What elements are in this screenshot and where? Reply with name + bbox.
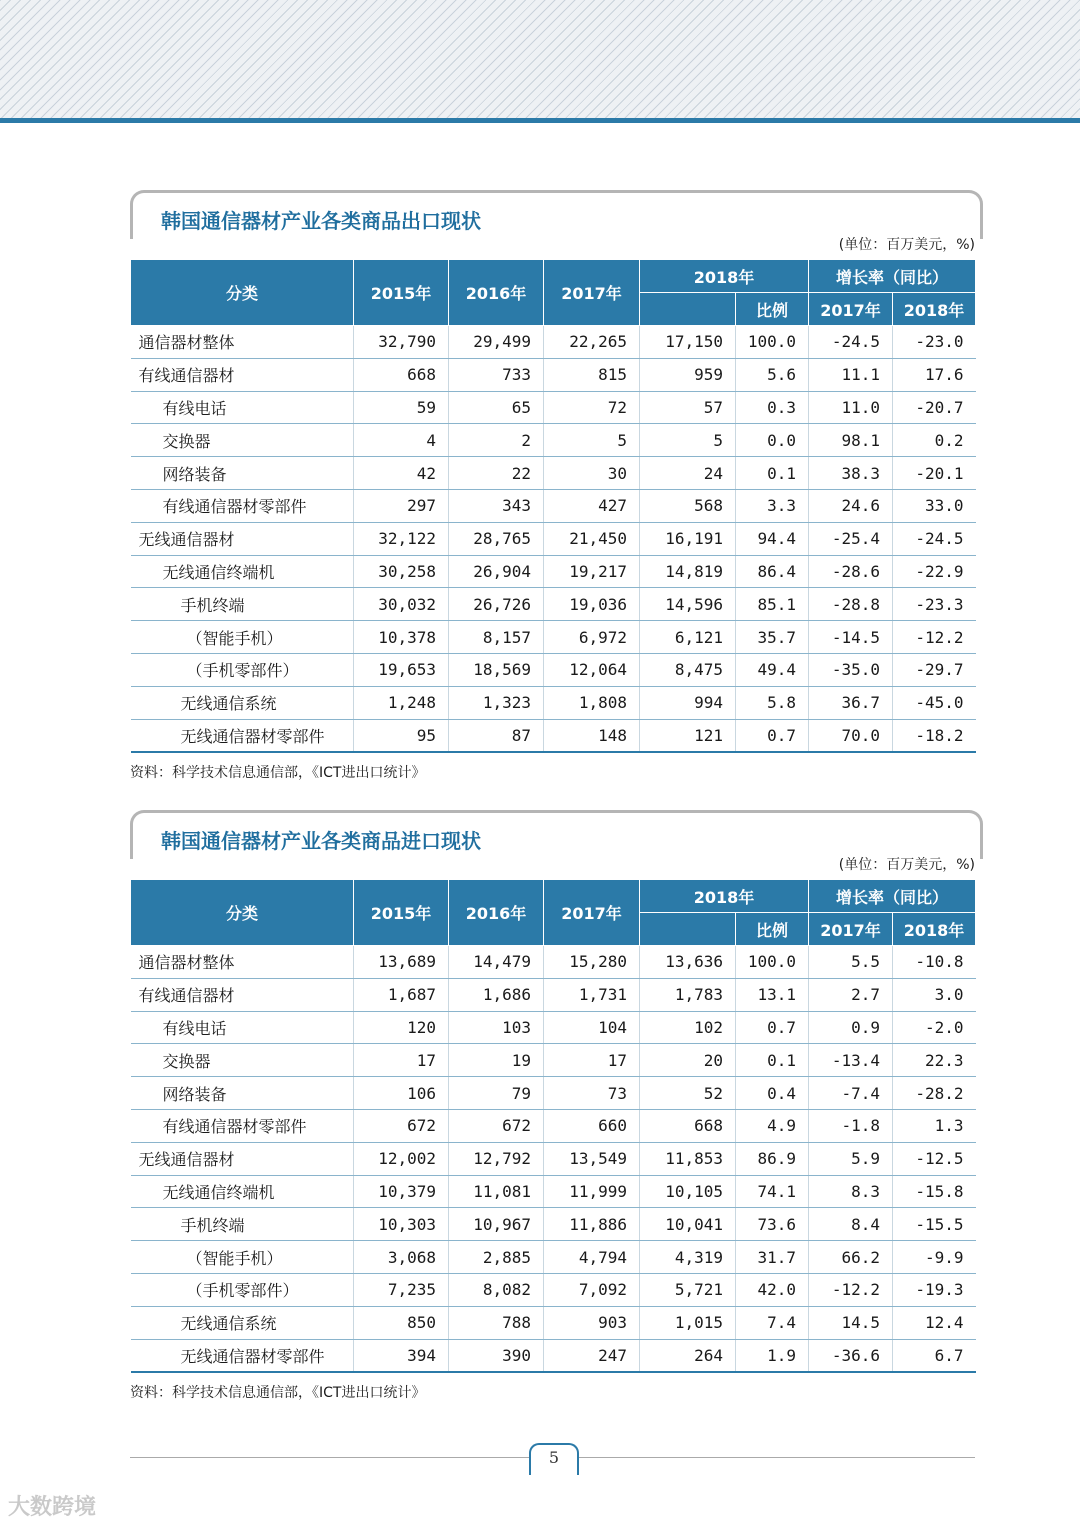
cell-v2017: 903 bbox=[544, 1306, 640, 1339]
import-section bbox=[130, 810, 975, 1402]
cell-share: 0.3 bbox=[736, 391, 809, 424]
row-label: 网络装备 bbox=[131, 457, 354, 490]
row-label: 交换器 bbox=[131, 1044, 354, 1077]
page-number: 5 bbox=[548, 1448, 560, 1467]
cell-v2015: 10,378 bbox=[354, 621, 449, 654]
cell-v2015: 32,122 bbox=[354, 522, 449, 555]
cell-v2016: 2,885 bbox=[449, 1241, 544, 1274]
cell-g2018: 12.4 bbox=[893, 1306, 976, 1339]
table-row bbox=[131, 1011, 976, 1044]
source-note: 资料：科学技术信息通信部，《ICT进出口统计》 bbox=[130, 765, 426, 782]
cell-g2017: -7.4 bbox=[809, 1077, 893, 1110]
cell-g2018: -19.3 bbox=[893, 1273, 976, 1306]
cell-v2016: 29,499 bbox=[449, 326, 544, 359]
cell-share: 0.4 bbox=[736, 1077, 809, 1110]
header-2015: 2015年 bbox=[354, 880, 449, 946]
cell-v2017: 11,999 bbox=[544, 1175, 640, 1208]
cell-g2018: -15.8 bbox=[893, 1175, 976, 1208]
cell-v2017: 13,549 bbox=[544, 1142, 640, 1175]
cell-v2018: 20 bbox=[640, 1044, 736, 1077]
cell-share: 31.7 bbox=[736, 1241, 809, 1274]
cell-v2016: 672 bbox=[449, 1109, 544, 1142]
header-2018-blank bbox=[640, 913, 736, 946]
cell-v2017: 6,972 bbox=[544, 621, 640, 654]
table-row bbox=[131, 686, 976, 719]
header-pattern-band bbox=[0, 0, 1080, 118]
cell-share: 5.8 bbox=[736, 686, 809, 719]
cell-v2017: 815 bbox=[544, 358, 640, 391]
cell-v2018: 121 bbox=[640, 719, 736, 752]
cell-g2017: -12.2 bbox=[809, 1273, 893, 1306]
cell-share: 73.6 bbox=[736, 1208, 809, 1241]
cell-v2017: 148 bbox=[544, 719, 640, 752]
cell-v2015: 672 bbox=[354, 1109, 449, 1142]
table-row bbox=[131, 653, 976, 686]
cell-v2016: 8,082 bbox=[449, 1273, 544, 1306]
header-2017: 2017年 bbox=[544, 880, 640, 946]
cell-share: 5.6 bbox=[736, 358, 809, 391]
cell-g2017: 0.9 bbox=[809, 1011, 893, 1044]
cell-v2018: 4,319 bbox=[640, 1241, 736, 1274]
cell-v2017: 427 bbox=[544, 489, 640, 522]
table-row bbox=[131, 621, 976, 654]
cell-v2016: 1,323 bbox=[449, 686, 544, 719]
cell-v2015: 17 bbox=[354, 1044, 449, 1077]
cell-v2015: 19,653 bbox=[354, 653, 449, 686]
cell-v2015: 59 bbox=[354, 391, 449, 424]
cell-v2017: 73 bbox=[544, 1077, 640, 1110]
export-table-body bbox=[131, 326, 976, 753]
cell-v2017: 22,265 bbox=[544, 326, 640, 359]
cell-v2015: 13,689 bbox=[354, 946, 449, 979]
cell-g2017: 38.3 bbox=[809, 457, 893, 490]
header-2018: 2018年 bbox=[640, 880, 809, 913]
cell-v2018: 994 bbox=[640, 686, 736, 719]
cell-g2018: -9.9 bbox=[893, 1241, 976, 1274]
cell-g2017: -28.6 bbox=[809, 555, 893, 588]
source-note: 资料：科学技术信息通信部，《ICT进出口统计》 bbox=[130, 1385, 426, 1402]
cell-g2017: 5.9 bbox=[809, 1142, 893, 1175]
cell-v2015: 95 bbox=[354, 719, 449, 752]
cell-v2015: 120 bbox=[354, 1011, 449, 1044]
cell-g2017: 66.2 bbox=[809, 1241, 893, 1274]
table-row bbox=[131, 1273, 976, 1306]
cell-v2016: 87 bbox=[449, 719, 544, 752]
cell-g2017: 8.3 bbox=[809, 1175, 893, 1208]
table-row bbox=[131, 1044, 976, 1077]
cell-v2015: 30,032 bbox=[354, 588, 449, 621]
row-label: 无线通信器材零部件 bbox=[131, 719, 354, 752]
row-label: 无线通信器材零部件 bbox=[131, 1339, 354, 1372]
header-2018: 2018年 bbox=[640, 260, 809, 293]
cell-g2018: 22.3 bbox=[893, 1044, 976, 1077]
cell-v2015: 30,258 bbox=[354, 555, 449, 588]
cell-g2017: 5.5 bbox=[809, 946, 893, 979]
cell-g2018: -12.5 bbox=[893, 1142, 976, 1175]
cell-v2015: 4 bbox=[354, 424, 449, 457]
cell-g2017: -28.8 bbox=[809, 588, 893, 621]
cell-g2018: 17.6 bbox=[893, 358, 976, 391]
row-label: 无线通信器材 bbox=[131, 1142, 354, 1175]
cell-g2017: 11.1 bbox=[809, 358, 893, 391]
cell-v2017: 15,280 bbox=[544, 946, 640, 979]
table-row bbox=[131, 489, 976, 522]
cell-share: 3.3 bbox=[736, 489, 809, 522]
row-label: 有线通信器材 bbox=[131, 978, 354, 1011]
cell-g2017: 2.7 bbox=[809, 978, 893, 1011]
row-label: 通信器材整体 bbox=[131, 326, 354, 359]
cell-g2017: -35.0 bbox=[809, 653, 893, 686]
row-label: 有线通信器材零部件 bbox=[131, 1109, 354, 1142]
cell-share: 86.9 bbox=[736, 1142, 809, 1175]
cell-v2015: 668 bbox=[354, 358, 449, 391]
export-section bbox=[130, 190, 975, 782]
cell-g2017: -13.4 bbox=[809, 1044, 893, 1077]
cell-g2018: -12.2 bbox=[893, 621, 976, 654]
cell-v2017: 1,731 bbox=[544, 978, 640, 1011]
cell-share: 100.0 bbox=[736, 946, 809, 979]
cell-v2016: 28,765 bbox=[449, 522, 544, 555]
cell-v2017: 72 bbox=[544, 391, 640, 424]
header-growth-2018: 2018年 bbox=[893, 913, 976, 946]
cell-g2017: -24.5 bbox=[809, 326, 893, 359]
table-row bbox=[131, 1175, 976, 1208]
title-frame bbox=[130, 810, 983, 859]
watermark: 大数跨境 bbox=[8, 1495, 97, 1520]
cell-v2015: 297 bbox=[354, 489, 449, 522]
cell-g2017: 8.4 bbox=[809, 1208, 893, 1241]
cell-share: 85.1 bbox=[736, 588, 809, 621]
table-row bbox=[131, 1077, 976, 1110]
cell-v2018: 1,015 bbox=[640, 1306, 736, 1339]
cell-share: 0.1 bbox=[736, 457, 809, 490]
cell-v2015: 10,303 bbox=[354, 1208, 449, 1241]
import-table-title: 韩国通信器材产业各类商品进口现状 bbox=[161, 829, 481, 853]
row-label: 手机终端 bbox=[131, 588, 354, 621]
table-row bbox=[131, 588, 976, 621]
cell-v2015: 850 bbox=[354, 1306, 449, 1339]
cell-v2017: 17 bbox=[544, 1044, 640, 1077]
header-2016: 2016年 bbox=[449, 260, 544, 326]
unit-note: (单位：百万美元，%) bbox=[838, 237, 975, 253]
row-label: 有线通信器材 bbox=[131, 358, 354, 391]
cell-share: 0.1 bbox=[736, 1044, 809, 1077]
cell-v2017: 19,217 bbox=[544, 555, 640, 588]
cell-v2016: 26,904 bbox=[449, 555, 544, 588]
cell-g2017: -14.5 bbox=[809, 621, 893, 654]
cell-g2018: -24.5 bbox=[893, 522, 976, 555]
title-frame bbox=[130, 190, 983, 239]
cell-v2016: 79 bbox=[449, 1077, 544, 1110]
header-growth-2017: 2017年 bbox=[809, 913, 893, 946]
cell-v2018: 264 bbox=[640, 1339, 736, 1372]
cell-v2018: 17,150 bbox=[640, 326, 736, 359]
cell-v2018: 11,853 bbox=[640, 1142, 736, 1175]
cell-v2017: 7,092 bbox=[544, 1273, 640, 1306]
cell-v2018: 668 bbox=[640, 1109, 736, 1142]
cell-v2018: 8,475 bbox=[640, 653, 736, 686]
cell-v2018: 568 bbox=[640, 489, 736, 522]
row-label: （手机零部件） bbox=[131, 653, 354, 686]
cell-v2016: 12,792 bbox=[449, 1142, 544, 1175]
cell-v2016: 65 bbox=[449, 391, 544, 424]
row-label: （智能手机） bbox=[131, 1241, 354, 1274]
cell-g2018: -2.0 bbox=[893, 1011, 976, 1044]
import-table bbox=[130, 879, 976, 1373]
row-label: 无线通信器材 bbox=[131, 522, 354, 555]
cell-v2015: 1,687 bbox=[354, 978, 449, 1011]
cell-v2016: 733 bbox=[449, 358, 544, 391]
cell-v2017: 247 bbox=[544, 1339, 640, 1372]
row-label: 交换器 bbox=[131, 424, 354, 457]
table-row bbox=[131, 326, 976, 359]
cell-g2018: 0.2 bbox=[893, 424, 976, 457]
cell-v2016: 103 bbox=[449, 1011, 544, 1044]
cell-v2016: 2 bbox=[449, 424, 544, 457]
cell-v2018: 10,041 bbox=[640, 1208, 736, 1241]
table-row bbox=[131, 391, 976, 424]
cell-v2016: 1,686 bbox=[449, 978, 544, 1011]
cell-v2017: 11,886 bbox=[544, 1208, 640, 1241]
table-row bbox=[131, 424, 976, 457]
cell-v2018: 102 bbox=[640, 1011, 736, 1044]
row-label: 手机终端 bbox=[131, 1208, 354, 1241]
cell-g2017: 24.6 bbox=[809, 489, 893, 522]
unit-note: (单位：百万美元，%) bbox=[838, 857, 975, 873]
header-growth: 增长率（同比） bbox=[809, 880, 976, 913]
cell-v2016: 11,081 bbox=[449, 1175, 544, 1208]
cell-v2017: 104 bbox=[544, 1011, 640, 1044]
cell-share: 100.0 bbox=[736, 326, 809, 359]
row-label: 通信器材整体 bbox=[131, 946, 354, 979]
table-row bbox=[131, 1306, 976, 1339]
cell-g2018: -28.2 bbox=[893, 1077, 976, 1110]
cell-v2018: 57 bbox=[640, 391, 736, 424]
cell-g2018: 3.0 bbox=[893, 978, 976, 1011]
cell-share: 49.4 bbox=[736, 653, 809, 686]
cell-share: 94.4 bbox=[736, 522, 809, 555]
cell-v2015: 7,235 bbox=[354, 1273, 449, 1306]
cell-g2018: 33.0 bbox=[893, 489, 976, 522]
cell-v2015: 32,790 bbox=[354, 326, 449, 359]
table-row bbox=[131, 946, 976, 979]
cell-g2018: -22.9 bbox=[893, 555, 976, 588]
cell-g2018: -20.1 bbox=[893, 457, 976, 490]
row-label: （智能手机） bbox=[131, 621, 354, 654]
table-row bbox=[131, 1142, 976, 1175]
cell-g2017: 70.0 bbox=[809, 719, 893, 752]
cell-g2017: 98.1 bbox=[809, 424, 893, 457]
cell-v2016: 22 bbox=[449, 457, 544, 490]
table-row bbox=[131, 1208, 976, 1241]
cell-g2018: -15.5 bbox=[893, 1208, 976, 1241]
row-label: 无线通信系统 bbox=[131, 1306, 354, 1339]
cell-v2017: 19,036 bbox=[544, 588, 640, 621]
cell-g2018: -20.7 bbox=[893, 391, 976, 424]
cell-v2018: 959 bbox=[640, 358, 736, 391]
header-2018-blank bbox=[640, 293, 736, 326]
cell-share: 13.1 bbox=[736, 978, 809, 1011]
cell-v2015: 12,002 bbox=[354, 1142, 449, 1175]
cell-g2018: -45.0 bbox=[893, 686, 976, 719]
cell-g2018: 6.7 bbox=[893, 1339, 976, 1372]
table-row bbox=[131, 358, 976, 391]
cell-g2018: 1.3 bbox=[893, 1109, 976, 1142]
cell-v2018: 5,721 bbox=[640, 1273, 736, 1306]
header-2015: 2015年 bbox=[354, 260, 449, 326]
cell-v2015: 394 bbox=[354, 1339, 449, 1372]
export-table-title: 韩国通信器材产业各类商品出口现状 bbox=[161, 209, 481, 233]
row-label: 有线电话 bbox=[131, 1011, 354, 1044]
cell-v2016: 19 bbox=[449, 1044, 544, 1077]
table-row bbox=[131, 719, 976, 752]
cell-g2017: 14.5 bbox=[809, 1306, 893, 1339]
cell-v2015: 10,379 bbox=[354, 1175, 449, 1208]
cell-v2016: 390 bbox=[449, 1339, 544, 1372]
cell-g2018: -23.0 bbox=[893, 326, 976, 359]
row-label: 网络装备 bbox=[131, 1077, 354, 1110]
cell-g2018: -10.8 bbox=[893, 946, 976, 979]
cell-v2015: 1,248 bbox=[354, 686, 449, 719]
cell-v2016: 8,157 bbox=[449, 621, 544, 654]
header-2016: 2016年 bbox=[449, 880, 544, 946]
cell-v2015: 3,068 bbox=[354, 1241, 449, 1274]
cell-share: 0.7 bbox=[736, 719, 809, 752]
cell-v2016: 14,479 bbox=[449, 946, 544, 979]
cell-v2018: 13,636 bbox=[640, 946, 736, 979]
cell-share: 35.7 bbox=[736, 621, 809, 654]
table-row bbox=[131, 978, 976, 1011]
row-label: （手机零部件） bbox=[131, 1273, 354, 1306]
cell-v2018: 5 bbox=[640, 424, 736, 457]
table-row bbox=[131, 1109, 976, 1142]
header-category: 分类 bbox=[131, 880, 354, 946]
cell-share: 4.9 bbox=[736, 1109, 809, 1142]
cell-v2018: 14,596 bbox=[640, 588, 736, 621]
cell-v2017: 30 bbox=[544, 457, 640, 490]
table-row bbox=[131, 457, 976, 490]
cell-g2018: -29.7 bbox=[893, 653, 976, 686]
cell-g2017: -36.6 bbox=[809, 1339, 893, 1372]
cell-g2017: 36.7 bbox=[809, 686, 893, 719]
cell-v2017: 5 bbox=[544, 424, 640, 457]
cell-share: 1.9 bbox=[736, 1339, 809, 1372]
header-growth: 增长率（同比） bbox=[809, 260, 976, 293]
header-growth-2017: 2017年 bbox=[809, 293, 893, 326]
cell-v2016: 343 bbox=[449, 489, 544, 522]
header-share: 比例 bbox=[736, 293, 809, 326]
export-table bbox=[130, 259, 976, 753]
cell-v2018: 14,819 bbox=[640, 555, 736, 588]
header-share: 比例 bbox=[736, 913, 809, 946]
table-row bbox=[131, 522, 976, 555]
cell-v2018: 1,783 bbox=[640, 978, 736, 1011]
cell-v2016: 10,967 bbox=[449, 1208, 544, 1241]
cell-v2017: 4,794 bbox=[544, 1241, 640, 1274]
cell-v2017: 1,808 bbox=[544, 686, 640, 719]
row-label: 无线通信系统 bbox=[131, 686, 354, 719]
cell-v2015: 42 bbox=[354, 457, 449, 490]
cell-share: 86.4 bbox=[736, 555, 809, 588]
cell-share: 42.0 bbox=[736, 1273, 809, 1306]
cell-g2017: -25.4 bbox=[809, 522, 893, 555]
cell-v2018: 52 bbox=[640, 1077, 736, 1110]
table-row bbox=[131, 555, 976, 588]
cell-v2018: 16,191 bbox=[640, 522, 736, 555]
row-label: 无线通信终端机 bbox=[131, 1175, 354, 1208]
header-2017: 2017年 bbox=[544, 260, 640, 326]
cell-share: 74.1 bbox=[736, 1175, 809, 1208]
table-row bbox=[131, 1339, 976, 1372]
cell-share: 0.0 bbox=[736, 424, 809, 457]
cell-v2018: 6,121 bbox=[640, 621, 736, 654]
cell-v2016: 18,569 bbox=[449, 653, 544, 686]
cell-v2016: 788 bbox=[449, 1306, 544, 1339]
row-label: 有线电话 bbox=[131, 391, 354, 424]
cell-share: 0.7 bbox=[736, 1011, 809, 1044]
cell-v2018: 10,105 bbox=[640, 1175, 736, 1208]
header-growth-2018: 2018年 bbox=[893, 293, 976, 326]
cell-g2018: -18.2 bbox=[893, 719, 976, 752]
import-table-body bbox=[131, 946, 976, 1373]
cell-v2016: 26,726 bbox=[449, 588, 544, 621]
cell-g2018: -23.3 bbox=[893, 588, 976, 621]
cell-g2017: -1.8 bbox=[809, 1109, 893, 1142]
cell-v2017: 660 bbox=[544, 1109, 640, 1142]
header-rule bbox=[0, 118, 1080, 123]
cell-share: 7.4 bbox=[736, 1306, 809, 1339]
cell-g2017: 11.0 bbox=[809, 391, 893, 424]
header-category: 分类 bbox=[131, 260, 354, 326]
table-row bbox=[131, 1241, 976, 1274]
row-label: 有线通信器材零部件 bbox=[131, 489, 354, 522]
cell-v2015: 106 bbox=[354, 1077, 449, 1110]
row-label: 无线通信终端机 bbox=[131, 555, 354, 588]
cell-v2017: 12,064 bbox=[544, 653, 640, 686]
cell-v2017: 21,450 bbox=[544, 522, 640, 555]
cell-v2018: 24 bbox=[640, 457, 736, 490]
